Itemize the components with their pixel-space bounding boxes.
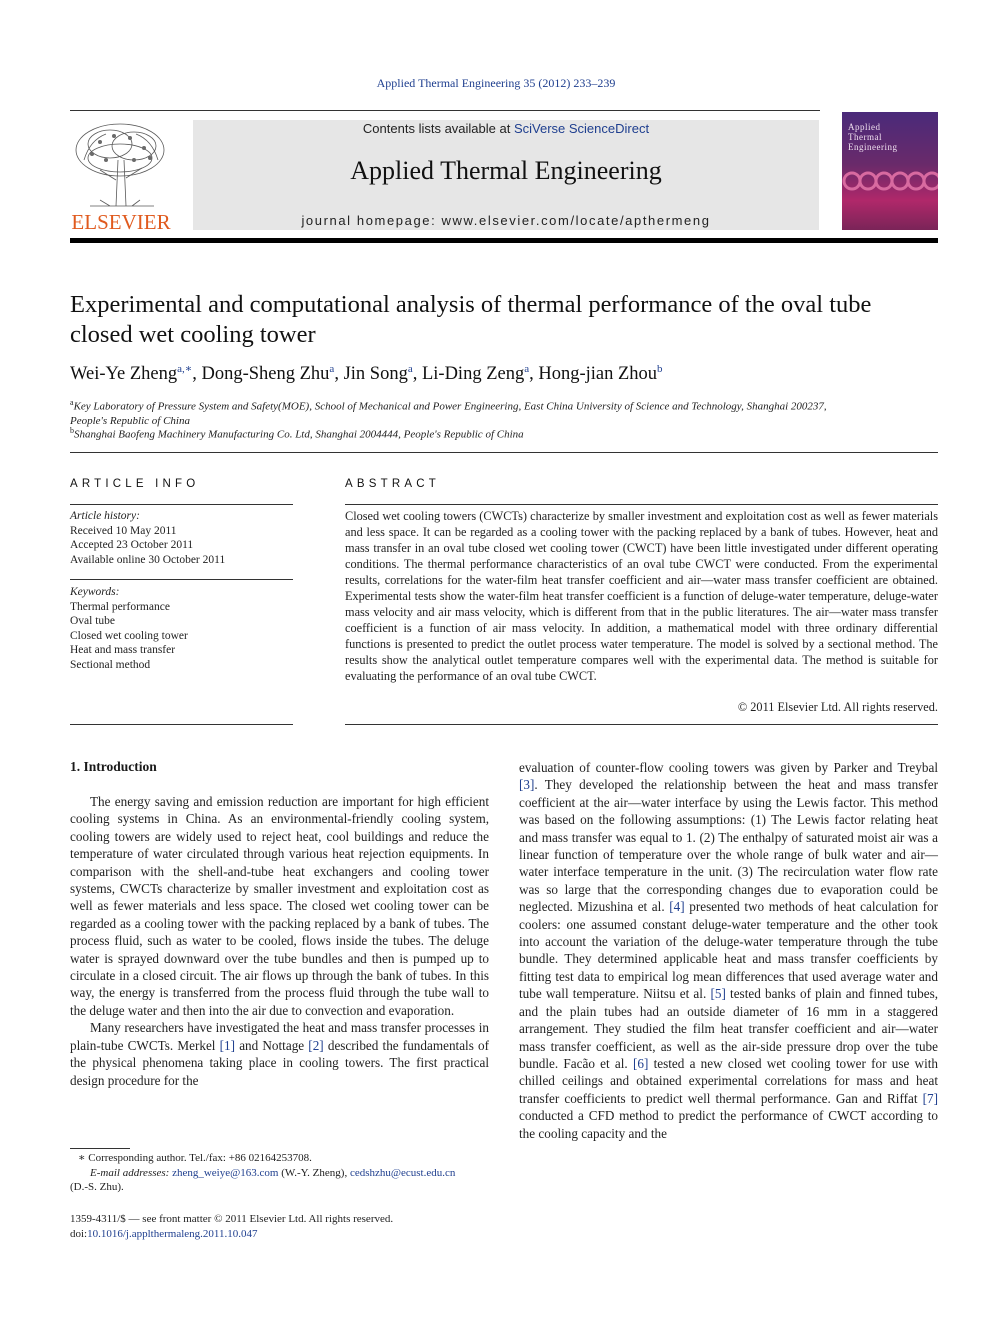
doi-link[interactable]: 10.1016/j.applthermaleng.2011.10.047 [87, 1227, 258, 1240]
affiliation-b: $^b$Shanghai Baofeng Machinery Manufacturing Co. Ltd, Shanghai 2004444, People's Republic of China [70, 426, 524, 441]
contents-line [193, 121, 819, 136]
author[interactable]: Wei-Ye Zheng$^{a,∗}$ [70, 363, 193, 385]
intro-paragraph-2: Many researchers have investigated the heat and mass transfer processes in plain-tube CWCTs. Merkel [1] and Nottage [2] described the fundamentals of the physical phenomena taking place in cooling towers. The first practical design procedure for the [70, 1020, 489, 1088]
keyword: Closed wet cooling tower [70, 629, 188, 642]
keyword: Oval tube [70, 615, 116, 627]
email-link[interactable]: cedshzhu@ecust.edu.cn [349, 1166, 456, 1179]
author[interactable]: Dong-Sheng Zhu$^a$ [201, 363, 335, 385]
reference-link[interactable]: [6] [632, 1055, 649, 1071]
journal-cover-thumbnail[interactable] [842, 112, 938, 230]
sciencedirect-link[interactable]: SciVerse ScienceDirect [513, 121, 650, 136]
abstract-text: Closed wet cooling towers (CWCTs) characterize by smaller investment and exploitation cost as well as fewer materials and less space. It can be regarded as a cooling tower with the packing replaced by a bank of tubes. However, heat and mass transfer in an oval tube closed wet cooling tower (CWCT) have been little investigated under different operating conditions. The thermal performance characteristics of an oval tube CWCT were conducted. From the experimental results, correlations for the water-film heat transfer coefficient and air—water mass transfer coefficient are obtained. Experimental tests show the water-film heat transfer coefficient is a function of deluge-water temperature, deluge-water mass velocity and air mass velocity, which is different from that in the public literatures. The air—water mass transfer coefficient is a function of air mass velocity. In addition, a mathematical model with three ordinary differential functions is presented to predict the outlet process water temperature. The model is solved by a sectional method. The results show the analytical outlet temperature compares well with the experimental data. The method is suitable for evaluating the performance of an oval tube CWCT. [345, 509, 938, 683]
elsevier-wordmark: ELSEVIER [71, 210, 171, 234]
section-separator [70, 452, 938, 453]
journal-title: Applied Thermal Engineering [350, 156, 662, 185]
intro-left-column [70, 793, 489, 1089]
journal-homepage[interactable]: journal homepage: www.elsevier.com/locate/apthermeng [301, 213, 711, 228]
article-info-bottom-rule [70, 724, 293, 725]
intro-paragraph-1: The energy saving and emission reduction are important for high efficient cooling systems in China. As an environmental-friendly cooling system, cooling towers are widely used to reject heat, cool buildings and reduce the temperature of water circulated through various heat rejection equipments. In comparison with the shell-and-tube heat exchangers and cooling tower systems, CWCTs characterize by smaller investment and exploitation cost as well as fewer materials and less space. The closed wet cooling tower can be regarded as a cooling tower with the packing replaced by a bank of tubes. The process fluid, such as water to be cooled, flows inside the tubes. The deluge water is sprayed downward over the tube bundles and then is pumped up to circulate in a closed circuit. The air flows up through the bank of tubes. In this way, the energy is transferred from the process fluid through the tube wall to the deluge water and then into the air due to convection and evaporation. [70, 794, 489, 1018]
keywords-list: Keywords: Thermal performance Oval tube Closed wet cooling tower Heat and mass transfer Sectional method [70, 585, 293, 672]
header-rule [70, 110, 820, 111]
author[interactable]: Hong-jian Zhou$^b$ [538, 363, 663, 385]
keyword: Sectional method [70, 658, 151, 671]
abstract-bottom-rule [345, 724, 938, 725]
article-info-heading: ARTICLE INFO [70, 478, 200, 490]
reference-link[interactable]: [5] [710, 986, 726, 1002]
abstract-heading: ABSTRACT [345, 478, 440, 490]
author[interactable]: Li-Ding Zeng$^a$ [421, 363, 530, 385]
reference-link[interactable]: [7] [922, 1090, 938, 1106]
author[interactable]: Jin Song$^a$ [343, 363, 413, 385]
front-matter: 1359-4311/$ — see front matter © 2011 Elsevier Ltd. All rights reserved. doi:10.1016/j.applthermaleng.2011.10.047 [70, 1213, 394, 1240]
article-title: Experimental and computational analysis of thermal performance of the oval tube closed wet cooling tower [70, 291, 872, 348]
cover-ring-pattern-icon [842, 168, 938, 194]
article-info-rule [70, 504, 293, 505]
reference-link[interactable]: [4] [669, 899, 685, 915]
abstract-rule [345, 504, 938, 505]
reference-link[interactable]: [2] [308, 1037, 324, 1053]
keyword: Heat and mass transfer [70, 644, 176, 656]
intro-paragraph-cont: evaluation of counter-flow cooling towers was given by Parker and Treybal [3]. They developed the relationship between the heat and mass transfer coefficient at the air—water interface by using the Lewis factor. This method was based on the following assumptions: (1) The Lewis factor relating heat and mass transfer was equal to 1. (2) The enthalpy of saturated moist air was a linear function of temperature over the whole range of bulk water and air—water interface temperature in the unit. (3) The recirculation water flow rate was so large that the corresponding changes due to evaporation could be neglected. Mizushina et al. [4] presented two methods of heat calculation for coolers: one assumed constant deluge-water temperature and the other took into account the variation of the deluge-water temperature through the tube bundle. They determined applicable heat and mass transfer coefficients by fitting test data to empirical log mean differences that used average water and tube wall temperature. Niitsu et al. [5] tested banks of plain and finned tubes, and the plain tubes had an outside diameter of 16 mm in a staggered arrangement. They studied the film heat transfer coefficient and air—water mass transfer coefficient, as well as the air-side pressure drop over the tube bundle. Facão et al. [6] tested a new closed wet cooling tower for use with chilled ceilings and obtained experimental correlations for mass and heat transfer coefficients to predict well thermal performance. Gan and Riffat [7] conducted a CFD method to predict the performance of CWCT according to the cooling capacity and the [519, 760, 938, 1141]
corresponding-author-footnote: ∗ Corresponding author. Tel./fax: +86 02164253708. E-mail addresses: zheng_weiye@163.com (W.-Y. Zheng), cedshzhu@ecust.edu.cn (D.-S. Zhu). [70, 1152, 456, 1193]
reference-link[interactable]: [3] [519, 777, 535, 793]
journal-citation[interactable]: Applied Thermal Engineering 35 (2012) 233–239 [376, 76, 616, 90]
author-list: Wei-Ye Zheng$^{a,∗}$, Dong-Sheng Zhu$^a$, Jin Song$^a$, Li-Ding Zeng$^a$, Hong-jian Zhou$^b$ [70, 363, 663, 385]
header-thick-rule [70, 238, 938, 243]
affiliation-a: $^a$Key Laboratory of Pressure System and Safety(MOE), School of Mechanical and Power Engineering, East China University of Science and Technology, Shanghai 200237, People's Republic of China [70, 398, 827, 427]
abstract-copyright: © 2011 Elsevier Ltd. All rights reserved. [737, 700, 938, 714]
keywords-rule [70, 579, 293, 580]
introduction-heading: 1. Introduction [70, 759, 157, 774]
reference-link[interactable]: [1] [219, 1037, 236, 1053]
intro-right-column [519, 759, 938, 1142]
keyword: Thermal performance [70, 600, 170, 613]
contents-prefix: Contents lists available at [362, 121, 514, 136]
cover-title: Applied Thermal Engineering [848, 122, 898, 152]
footnote-rule [70, 1148, 130, 1149]
email-link[interactable]: zheng_weiye@163.com [172, 1166, 279, 1179]
article-history: Article history: Received 10 May 2011 Accepted 23 October 2011 Available online 30 October 2011 [70, 510, 226, 566]
